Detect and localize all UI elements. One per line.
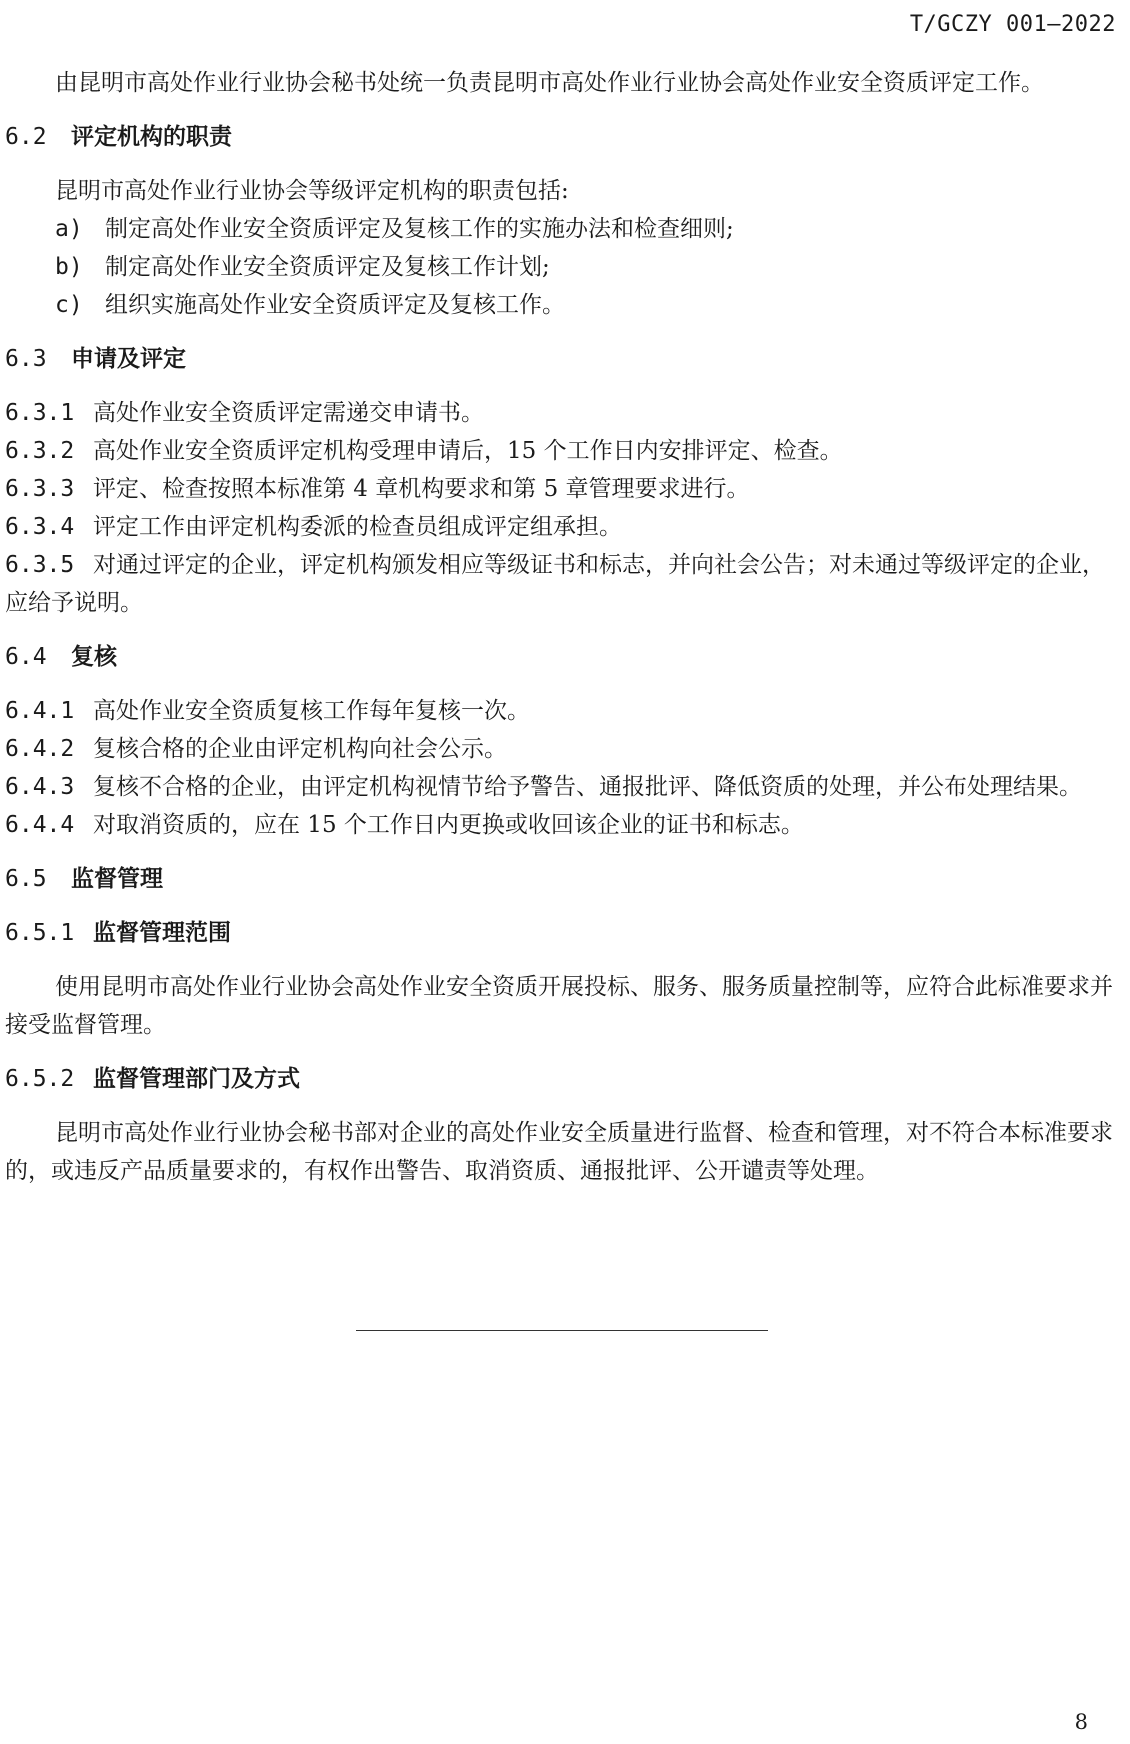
list-marker: b) (55, 254, 83, 280)
clause-6-4-2 (5, 730, 1117, 768)
section-heading-6-2 (5, 118, 1117, 156)
subsection-heading-6-5-1 (5, 914, 1117, 952)
clause-number: 6.4.1 (5, 698, 75, 724)
clause-number: 6.3.4 (5, 514, 75, 540)
list-item-text: 制定高处作业安全资质评定及复核工作的实施办法和检查细则; (105, 216, 734, 242)
section-number: 6.4 (5, 644, 47, 670)
clause-6-3-2 (5, 432, 1117, 470)
clause-6-4-4 (5, 806, 1117, 844)
section-title: 申请及评定 (71, 346, 186, 372)
subsection-heading-6-5-2 (5, 1060, 1117, 1098)
subsection-number: 6.5.1 (5, 920, 75, 946)
clause-6-3-1 (5, 394, 1117, 432)
section-number: 6.5 (5, 866, 47, 892)
document-code: T/GCZY 001—2022 (909, 12, 1116, 37)
clause-number: 6.4.4 (5, 812, 75, 838)
intro-paragraph: 由昆明市高处作业行业协会秘书处统一负责昆明市高处作业行业协会高处作业安全资质评定工作。 (55, 70, 1044, 96)
list-item-text: 组织实施高处作业安全资质评定及复核工作。 (105, 292, 565, 318)
clause-text: 评定、检查按照本标准第 4 章机构要求和第 5 章管理要求进行。 (93, 476, 750, 502)
list-item (5, 286, 1117, 324)
subsection-body-6-5-1: 使用昆明市高处作业行业协会高处作业安全资质开展投标、服务、服务质量控制等，应符合此标准要求并接受监督管理。 (5, 974, 1113, 1038)
clause-number: 6.3.2 (5, 438, 75, 464)
clause-text: 对通过评定的企业，评定机构颁发相应等级证书和标志，并向社会公告；对未通过等级评定的企业，应给予说明。 (5, 552, 1105, 616)
clause-number: 6.3.1 (5, 400, 75, 426)
clause-text: 复核不合格的企业，由评定机构视情节给予警告、通报批评、降低资质的处理，并公布处理结果。 (93, 774, 1082, 800)
page-number: 8 (1074, 1710, 1088, 1734)
list-item (5, 210, 1117, 248)
clause-text: 评定工作由评定机构委派的检查员组成评定组承担。 (93, 514, 622, 540)
clause-number: 6.3.3 (5, 476, 75, 502)
clause-6-3-4 (5, 508, 1117, 546)
section-title: 复核 (71, 644, 117, 670)
clause-text: 复核合格的企业由评定机构向社会公示。 (93, 736, 507, 762)
clause-text: 对取消资质的，应在 15 个工作日内更换或收回该企业的证书和标志。 (93, 812, 804, 838)
section-title: 监督管理 (71, 866, 163, 892)
section-heading-6-3 (5, 340, 1117, 378)
clause-text: 高处作业安全资质复核工作每年复核一次。 (93, 698, 530, 724)
list-item (5, 248, 1117, 286)
clause-6-3-3 (5, 470, 1117, 508)
section-heading-6-4 (5, 638, 1117, 676)
section-heading-6-5 (5, 860, 1117, 898)
list-marker: a) (55, 216, 83, 242)
duty-list (5, 210, 1117, 324)
subsection-number: 6.5.2 (5, 1066, 75, 1092)
clause-text: 高处作业安全资质评定需递交申请书。 (93, 400, 484, 426)
section-lead: 昆明市高处作业行业协会等级评定机构的职责包括: (55, 178, 569, 204)
end-divider (356, 1330, 768, 1331)
list-item-text: 制定高处作业安全资质评定及复核工作计划; (105, 254, 550, 280)
clause-6-3-5 (5, 546, 1117, 622)
section-title: 评定机构的职责 (71, 124, 232, 150)
clause-6-4-3 (5, 768, 1117, 806)
subsection-title: 监督管理部门及方式 (93, 1066, 300, 1092)
clause-text: 高处作业安全资质评定机构受理申请后，15 个工作日内安排评定、检查。 (93, 438, 843, 464)
subsection-title: 监督管理范围 (93, 920, 231, 946)
list-marker: c) (55, 292, 83, 318)
subsection-body-6-5-2: 昆明市高处作业行业协会秘书部对企业的高处作业安全质量进行监督、检查和管理，对不符合本标准要求的，或违反产品质量要求的，有权作出警告、取消资质、通报批评、公开谴责等处理。 (5, 1120, 1113, 1184)
section-number: 6.3 (5, 346, 47, 372)
document-body (5, 64, 1117, 1190)
clause-number: 6.4.3 (5, 774, 75, 800)
section-number: 6.2 (5, 124, 47, 150)
clause-number: 6.3.5 (5, 552, 75, 578)
clause-6-4-1 (5, 692, 1117, 730)
clause-number: 6.4.2 (5, 736, 75, 762)
